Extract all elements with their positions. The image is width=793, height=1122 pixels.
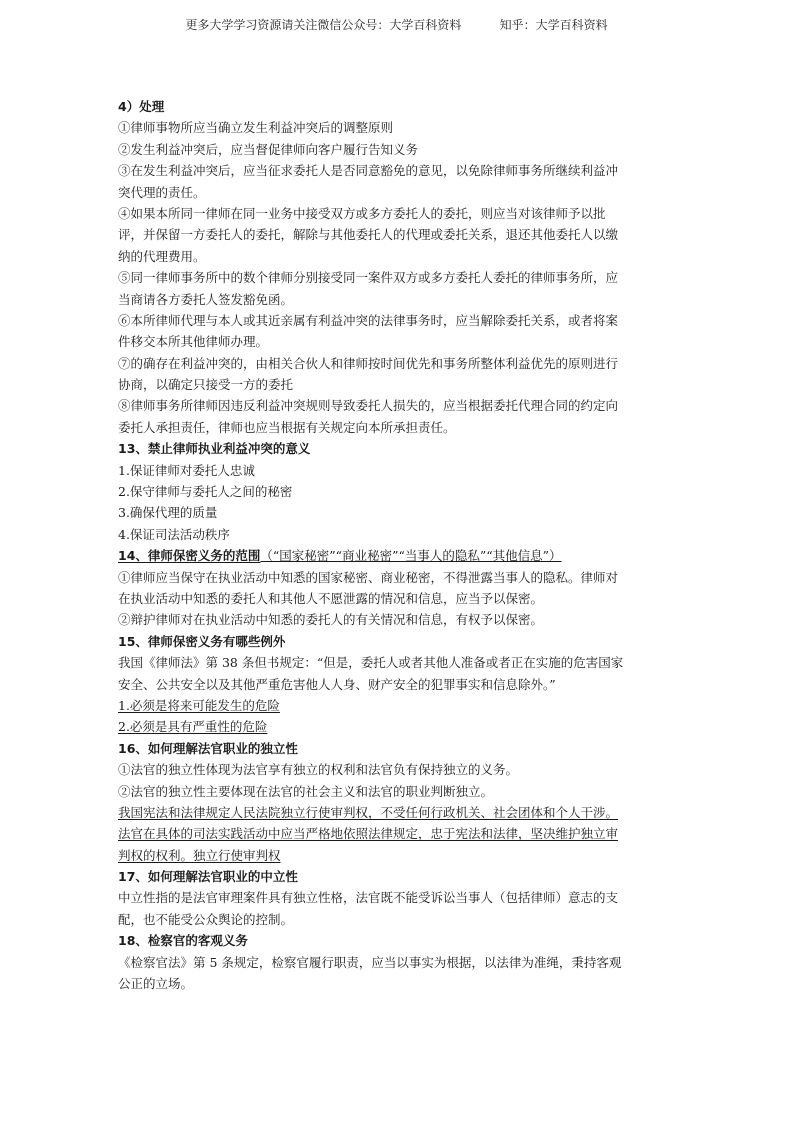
paragraph-line: 件移交本所其他律师办理。 <box>118 334 269 350</box>
section-heading: 15、律师保密义务有哪些例外 <box>118 633 286 649</box>
paragraph-line: ②发生利益冲突后，应当督促律师向客户履行告知义务 <box>118 141 419 157</box>
paragraph-line: 当商请各方委托人签发豁免函。 <box>118 291 294 307</box>
section-heading: 14、律师保密义务的范围 <box>118 548 261 564</box>
paragraph-line: ⑧律师事务所律师因违反利益冲突规则导致委托人损失的，应当根据委托代理合同的约定向 <box>118 398 619 414</box>
section-heading: 17、如何理解法官职业的中立性 <box>118 869 298 885</box>
section-heading: 13、禁止律师执业利益冲突的意义 <box>118 441 311 457</box>
paragraph-line: ⑤同一律师事务所中的数个律师分别接受同一案件双方或多方委托人委托的律师事务所，应 <box>118 270 619 286</box>
paragraph-line: ②辩护律师对在执业活动中知悉的委托人的有关情况和信息，有权予以保密。 <box>118 612 544 628</box>
section-heading: 16、如何理解法官职业的独立性 <box>118 740 298 756</box>
list-item: 2.保守律师与委托人之间的秘密 <box>118 484 293 500</box>
paragraph-line: 纳的代理费用。 <box>118 248 206 264</box>
paragraph-line: 配，也不能受公众舆论的控制。 <box>118 911 294 927</box>
paragraph-line: 中立性指的是法官审理案件具有独立性格，法官既不能受诉讼当事人（包括律师）意志的支 <box>118 890 619 906</box>
list-item: 2.必须是具有严重性的危险 <box>118 719 268 735</box>
paragraph-line: 在执业活动中知悉的委托人和其他人不愿泄露的情况和信息，应当予以保密。 <box>118 590 544 606</box>
paragraph-line: ①律师事物所应当确立发生利益冲突后的调整原则 <box>118 120 394 136</box>
paragraph-line: 突代理的责任。 <box>118 184 206 200</box>
heading-annotation: （“国家秘密”“商业秘密”“当事人的隐私”“其他信息”） <box>260 548 562 564</box>
list-item: 3.确保代理的质量 <box>118 505 218 521</box>
paragraph-line: 判权的权利。独立行使审判权 <box>118 847 281 863</box>
list-item: 1.必须是将来可能发生的危险 <box>118 697 280 713</box>
paragraph-line: 我国宪法和法律规定人民法院独立行使审判权，不受任何行政机关、社会团体和个人干涉。 <box>118 804 619 820</box>
paragraph-line: ⑥本所律师代理与本人或其近亲属有利益冲突的法律事务时，应当解除委托关系，或者将案 <box>118 312 619 328</box>
section-heading: 4）处理 <box>118 99 165 114</box>
paragraph-line: ④如果本所同一律师在同一业务中接受双方或多方委托人的委托，则应当对该律师予以批 <box>118 205 606 221</box>
list-item: 4.保证司法活动秩序 <box>118 526 230 542</box>
paragraph-line: 评，并保留一方委托人的委托，解除与其他委托人的代理或委托关系，退还其他委托人以缴 <box>118 227 619 243</box>
paragraph-line: ①律师应当保守在执业活动中知悉的国家秘密、商业秘密，不得泄露当事人的隐私。律师对 <box>118 569 619 585</box>
page-header: 更多大学学习资源请关注微信公众号：大学百科资料 知乎：大学百科资料 <box>185 18 608 32</box>
section-heading: 18、检察官的客观义务 <box>118 933 248 949</box>
paragraph-line: 协商，以确定只接受一方的委托 <box>118 377 294 393</box>
paragraph-line: ③在发生利益冲突后，应当征求委托人是否同意豁免的意见，以免除律师事务所继续利益冲 <box>118 163 619 179</box>
section-heading-row <box>118 545 678 566</box>
paragraph-line: ②法官的独立性主要体现在法官的社会主义和法官的职业判断独立。 <box>118 783 494 799</box>
paragraph-line: 法官在具体的司法实践活动中应当严格地依照法律规定，忠于宪法和法律，坚决维护独立审 <box>118 826 619 842</box>
paragraph-line: 公正的立场。 <box>118 976 194 992</box>
paragraph-line: 《检察官法》第 5 条规定，检察官履行职责，应当以事实为根据，以法律为准绳，秉持客观 <box>118 954 622 970</box>
paragraph-line: 委托人承担责任，律师也应当根据有关规定向本所承担责任。 <box>118 419 456 435</box>
list-item: 1.保证律师对委托人忠诚 <box>118 462 255 478</box>
paragraph-line: ①法官的独立性体现为法官享有独立的权利和法官负有保持独立的义务。 <box>118 762 519 778</box>
paragraph-line: 安全、公共安全以及其他严重危害他人人身、财产安全的犯罪事实和信息除外。” <box>118 676 556 692</box>
paragraph-line: ⑦的确存在利益冲突的，由相关合伙人和律师按时间优先和事务所整体利益优先的原则进行 <box>118 355 619 371</box>
document-body <box>118 96 678 994</box>
paragraph-line: 我国《律师法》第 38 条但书规定：“但是，委托人或者其他人准备或者正在实施的危害国家 <box>118 655 624 671</box>
